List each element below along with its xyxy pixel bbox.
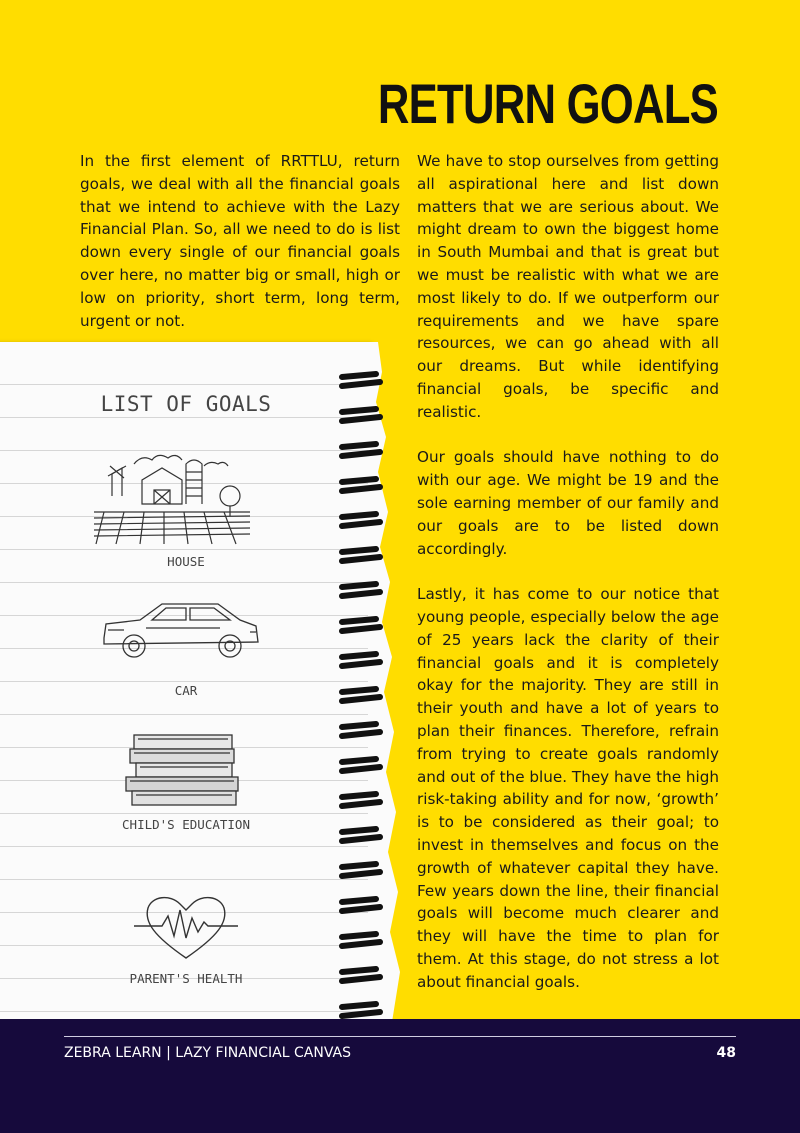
left-column [80,150,400,355]
page-title: RETURN GOALS [377,72,718,135]
footer-divider [64,1036,736,1037]
right-paragraph-3: Lastly, it has come to our notice that young people, especially below the age of 25 years lack the clarity of their financial goals and it is completely okay for the majority. They are still in their youth and have a lot of years to plan their finances. Therefore, refrain from trying to create goals randomly and out of the blue. They have the high risk-taking ability and for now, ‘growth’ is to be considered as their goal; to invest in themselves and focus on the growth of whatever capital they have. Few years down the line, their financial goals will become much clearer and they will have the time to plan for them. At this stage, do not stress a lot about financial goals. [417,585,719,991]
goal-label-parents-health: PARENT'S HEALTH [129,971,243,986]
farmhouse-sketch-icon [94,446,250,546]
right-column [417,150,719,1016]
book-stack-sketch-icon [122,731,242,807]
left-paragraph-1: In the first element of RRTTLU, return goals, we deal with all the financial goals that we intend to achieve with the Lazy Financial Plan. So, all we need to do is list down every single of our financial goals over here, no matter big or small, high or low on priority, short term, long term, urgent or not. [80,152,400,330]
goal-label-house: HOUSE [167,554,205,569]
heart-heartbeat-sketch-icon [134,892,238,962]
page-number: 48 [716,1045,736,1061]
footer-bar [0,1019,800,1133]
goal-label-childs-education: CHILD'S EDUCATION [122,817,250,832]
goal-label-car: CAR [174,683,198,698]
right-paragraph-2: Our goals should have nothing to do with our age. We might be 19 and the sole earning member of our family and our goals are to be listed down accordingly. [417,448,719,558]
right-paragraph-1: We have to stop ourselves from getting all aspirational here and list down matters that we are serious about. We might dream to own the biggest home in South Mumbai and that is great but we must be realistic with what we are most likely to do. If we outperform our requirements and we have spare resources, we can go ahead with all our dreams. But while identifying financial goals, be specific and realistic. [417,152,719,421]
notebook-title: LIST OF GOALS [100,392,272,416]
classic-car-sketch-icon [100,598,260,666]
footer-publication-title: ZEBRA LEARN | LAZY FINANCIAL CANVAS [64,1045,351,1061]
